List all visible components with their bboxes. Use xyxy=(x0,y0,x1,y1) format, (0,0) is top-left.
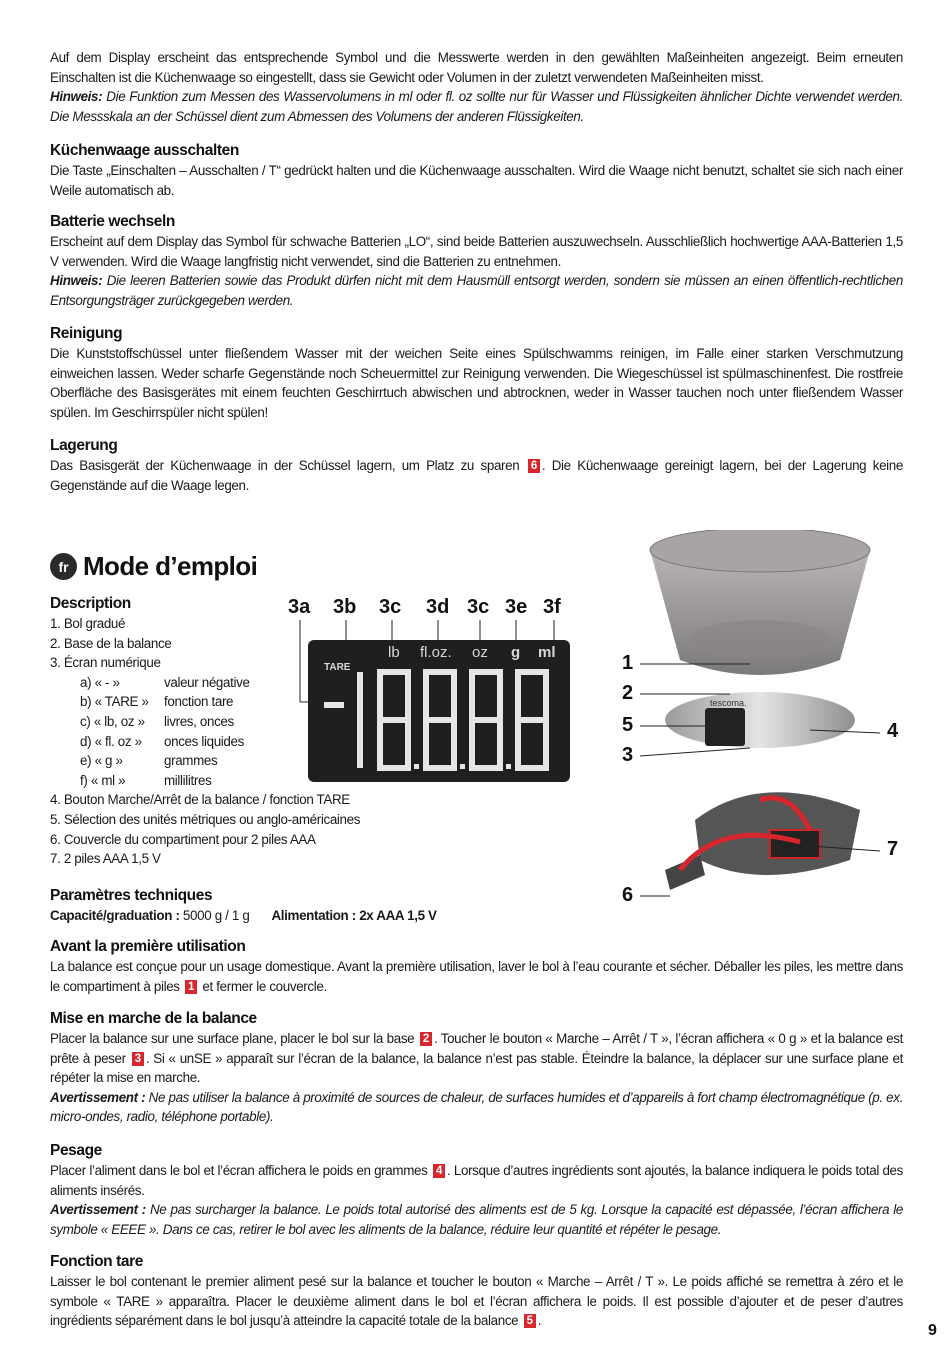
display-label: 3b xyxy=(333,596,357,618)
section-title: Batterie wechseln xyxy=(50,213,176,230)
de-section-storage xyxy=(50,436,903,495)
callout-5: 5 xyxy=(622,714,634,736)
section-text xyxy=(50,456,903,495)
tech-line xyxy=(50,906,610,926)
display-label: 3e xyxy=(505,596,528,618)
unit-floz: fl.oz. xyxy=(420,644,452,661)
page-number: 9 xyxy=(928,1322,937,1339)
fr-tech xyxy=(50,886,610,926)
callout-6: 6 xyxy=(622,884,634,906)
sub-key: d) « fl. oz » xyxy=(80,733,142,749)
section-title: Fonction tare xyxy=(50,1253,143,1270)
warning xyxy=(50,1088,903,1127)
sub-value: grammes xyxy=(164,753,218,769)
scale-illustration xyxy=(610,530,930,915)
figure-ref-badge: 4 xyxy=(433,1164,445,1178)
de-section-battery xyxy=(50,212,903,310)
list-item: 4. Bouton Marche/Arrêt de la balance / fonction TARE xyxy=(50,792,350,808)
seven-segment-digits xyxy=(308,640,570,782)
figure-ref-badge: 6 xyxy=(528,459,540,473)
lcd-display xyxy=(308,640,570,782)
callout-2: 2 xyxy=(622,682,634,704)
section-title: Lagerung xyxy=(50,437,118,454)
sub-key: f) « ml » xyxy=(80,772,126,788)
fr-section-weigh xyxy=(50,1141,903,1239)
capacity-value: 5000 g / 1 g xyxy=(179,908,250,923)
warning-text: Ne pas utiliser la balance à proximité de sources de chaleur, de surfaces humides et d’appareils à fort champ électromagnétique (p. ex. micro-ondes, radio, téléphone portable). xyxy=(50,1089,903,1125)
list-item: 3. Écran numérique xyxy=(50,655,161,671)
battery-compartment xyxy=(770,830,820,858)
battery-cover xyxy=(665,855,705,890)
callout-4: 4 xyxy=(887,720,899,742)
sub-key: a) « - » xyxy=(80,674,120,690)
text-run: . xyxy=(537,1313,542,1329)
section-text xyxy=(50,957,903,996)
warning-text: Ne pas surcharger la balance. Le poids total autorisé des aliments est de 5 kg. Lorsque la capacité est dépassée, l’écran affichera le symbole « EEEE ». Dans ce cas, retirer le bol avec les aliments de la balance, réduire leur quantité et répéter le pesage. xyxy=(50,1202,903,1237)
hint-text: Die leeren Batterien sowie das Produkt dürfen nicht mit dem Hausmüll entsorgt werden, sondern sie müssen an einen öffentlich-rechtlichen Entsorgungsträger zurückgegeben werden. xyxy=(50,273,903,308)
hint-label: Hinweis: xyxy=(50,89,103,105)
de-intro xyxy=(50,48,903,126)
callout-7: 7 xyxy=(887,838,899,860)
figure-ref-badge: 2 xyxy=(420,1032,432,1046)
page-title: Mode d’emploi xyxy=(83,551,258,581)
display-label: 3c xyxy=(467,596,490,618)
hint-text: Die Funktion zum Messen des Wasservolumens in ml oder fl. oz sollte nur für Wasser und Flüssigkeiten ähnlicher Dichte verwendet werden. Die Messskala an der Schüssel dient zum Abmessen des Volumens der anderen Flüssigkeiten. xyxy=(50,89,903,124)
text-run: Laisser le bol contenant le premier aliment pesé sur la balance et toucher le bouton « Marche – Arrêt / T ». Le poids affiché se remettra à zéro et le symbole « TARE » apparaîtra. Placer le deuxième aliment dans le bol et l’écran affichera le poids. Il est possible d’ajouter et de peser d’autres ingrédients séparément dans le bol jusqu’à atteindre la capacité totale de la balance xyxy=(50,1274,903,1329)
figure-ref-badge: 3 xyxy=(132,1052,144,1066)
section-text: Erscheint auf dem Display das Symbol für schwache Batterien „LO“, sind beide Batterien auszuwechseln. Ausschließlich hochwertige AAA-Batterien 1,5 V verwenden. Wird die Waage langfristig nicht verwendet, sind die Batterien zu entnehmen. xyxy=(50,234,903,269)
text-run: Das Basisgerät der Küchenwaage in der Schüssel lagern, um Platz zu sparen xyxy=(50,458,526,473)
section-title: Paramètres techniques xyxy=(50,887,213,904)
text-run: La balance est conçue pour un usage domestique. Avant la première utilisation, laver le bol à l’eau courante et sécher. Déballer les piles, les mettre dans le compartiment à piles xyxy=(50,959,903,994)
de-hint-2 xyxy=(50,271,903,310)
warning-label: Avertissement : xyxy=(50,1089,146,1105)
display-label: 3a xyxy=(288,596,311,618)
list-item: 6. Couvercle du compartiment pour 2 piles AAA xyxy=(50,831,316,847)
sub-key: b) « TARE » xyxy=(80,694,149,710)
display-label: 3d xyxy=(426,596,450,618)
sub-key: c) « lb, oz » xyxy=(80,713,145,729)
section-text: Die Taste „Einschalten – Ausschalten / T“ gedrückt halten und die Küchenwaage ausschalten. Wird die Waage nicht benutzt, schaltet sie sich nach einer Weile automatisch ab. xyxy=(50,163,903,198)
unit-ml: ml xyxy=(538,644,556,661)
section-title: Description xyxy=(50,595,131,612)
text-run: et fermer le couvercle. xyxy=(199,978,327,994)
section-title: Avant la première utilisation xyxy=(50,938,246,955)
section-title: Pesage xyxy=(50,1142,102,1159)
language-badge: fr xyxy=(50,553,77,580)
section-title: Küchenwaage ausschalten xyxy=(50,142,239,159)
text-run: . Lorsque d’autres ingrédients sont ajoutés, la balance indiquera le poids total des aliments insérés. xyxy=(50,1163,903,1198)
section-text xyxy=(50,1272,903,1331)
text-run: . Die Küchenwaage gereinigt lagern, bei der Lagerung keine Gegenstände auf die Waage legen. xyxy=(50,458,903,493)
fr-section-first xyxy=(50,937,903,996)
de-hint-1 xyxy=(50,87,903,126)
unit-oz: oz xyxy=(472,644,488,661)
warning-label: Avertissement : xyxy=(50,1202,146,1218)
fr-section-start xyxy=(50,1009,903,1127)
bowl-rim xyxy=(650,530,870,572)
display-label: 3c xyxy=(379,596,402,618)
display-labels xyxy=(288,596,588,620)
list-item: 2. Base de la balance xyxy=(50,635,172,651)
sub-value: valeur négative xyxy=(164,674,250,690)
tare-indicator: TARE xyxy=(324,662,351,673)
figure-ref-badge: 5 xyxy=(524,1314,536,1328)
text-run: . Toucher le bouton « Marche – Arrêt / T », l’écran affichera « 0 g » et la balance est prête à peser xyxy=(50,1031,903,1066)
de-section-clean xyxy=(50,324,903,422)
fr-header xyxy=(50,551,257,582)
sub-value: livres, onces xyxy=(164,713,234,729)
de-intro-text: Auf dem Display erscheint das entsprechende Symbol und die Messwerte werden in den gewählten Maßeinheiten angezeigt. Beim erneuten Einschalten ist die Küchenwaage so eingestellt, dass sie Gewicht oder Volumen in der zuletzt verwendeten Maßeinheiten misst. xyxy=(50,50,903,85)
hint-label: Hinweis: xyxy=(50,273,103,289)
figure-ref-badge: 1 xyxy=(185,980,197,994)
text-run: Placer l’aliment dans le bol et l’écran affichera le poids en grammes xyxy=(50,1163,431,1178)
callout-1: 1 xyxy=(622,652,634,674)
list-item: 7. 2 piles AAA 1,5 V xyxy=(50,851,161,867)
text-run: . Si « unSE » apparaît sur l’écran de la balance, la balance n’est pas stable. Éteindre la balance, la déplacer sur une surface plane et répéter la mise en marche. xyxy=(50,1050,903,1086)
brand-logo: tescoma. xyxy=(710,698,747,708)
callout-3: 3 xyxy=(622,744,634,766)
section-text xyxy=(50,1161,903,1200)
list-item: 1. Bol gradué xyxy=(50,616,126,631)
section-title: Mise en marche de la balance xyxy=(50,1010,257,1027)
section-text: Die Kunststoffschüssel unter fließendem Wasser mit der weichen Seite eines Spülschwamms reinigen, im Falle einer starken Verschmutzung einweichen lassen. Weder scharfe Gegenstände noch Scheuermittel zur Reinigung verwenden. Die Wiegeschüssel ist spülmaschinenfest. Die rostfreie Oberfläche des Basisgerätes mit einem feuchten Geschirrtuch abwischen und abtrocknen, weder in Wasser tauchen noch unter fließendem Wasser spülen. Im Geschirrspüler nicht spülen! xyxy=(50,346,903,420)
power-label: Alimentation : 2x AAA 1,5 V xyxy=(271,908,437,923)
sub-value: fonction tare xyxy=(164,694,234,710)
unit-lb: lb xyxy=(388,644,400,661)
section-text xyxy=(50,1029,903,1088)
display-label: 3f xyxy=(543,596,561,618)
unit-g: g xyxy=(511,644,521,661)
list-item: 5. Sélection des unités métriques ou anglo-américaines xyxy=(50,811,361,827)
sub-value: onces liquides xyxy=(164,733,244,749)
scale-display xyxy=(705,708,745,746)
capacity-label: Capacité/graduation : xyxy=(50,908,180,923)
sub-value: millilitres xyxy=(164,772,212,788)
text-run: Placer la balance sur une surface plane, placer le bol sur la base xyxy=(50,1031,418,1046)
sub-key: e) « g » xyxy=(80,753,123,769)
scale-base xyxy=(665,692,855,748)
de-section-off xyxy=(50,141,903,200)
warning xyxy=(50,1200,903,1239)
fr-section-tare xyxy=(50,1252,903,1331)
section-title: Reinigung xyxy=(50,325,123,342)
